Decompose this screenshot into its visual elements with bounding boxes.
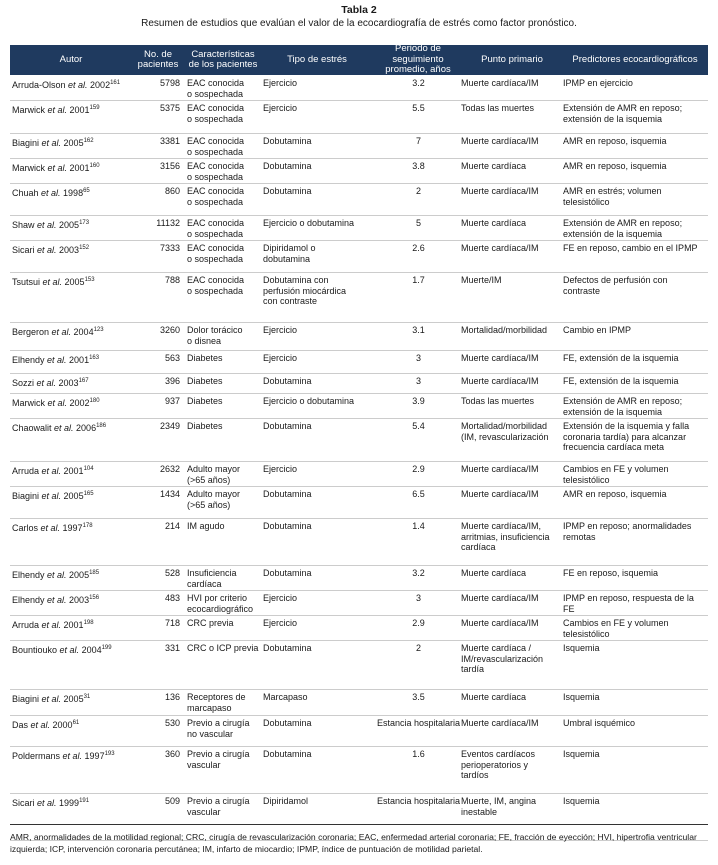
- footnote: AMR, anormalidades de la motilidad regional; CRC, cirugía de revascularización coronaria; EAC, enfermedad arterial coronaria; FE, fracción de eyección; HVI, hipertrofia ventricular izquierda; ICP, intervención coronaria percutánea; IM, infarto de miocardio; IPMP, índice de puntuación de motilidad parietal.: [10, 832, 697, 854]
- reference-number: 186: [96, 423, 107, 429]
- cell-periodo: 3: [415, 376, 421, 386]
- cell-pacientes: 528: [164, 568, 180, 578]
- table-row: [10, 373, 708, 394]
- reference-number: 162: [83, 138, 94, 144]
- cell-punto-primario: Todas las muertes: [461, 103, 535, 113]
- cell-predictores: AMR en reposo, isquemia: [563, 489, 667, 499]
- cell-predictores: Isquemia: [563, 796, 600, 806]
- cell-punto-primario: Muerte cardíaca/IM: [461, 186, 539, 196]
- header-pacientes: No. de pacientes: [137, 48, 179, 70]
- cell-autor: Arruda et al. 2001$^{104}$: [12, 466, 94, 476]
- cell-periodo: 2.6: [412, 243, 425, 253]
- cell-predictores: Isquemia: [563, 643, 600, 653]
- cell-pacientes: 3381: [159, 136, 180, 146]
- cell-punto-primario: Muerte cardíaca/IM: [461, 718, 539, 728]
- cell-caracteristicas: Diabetes: [187, 376, 223, 386]
- cell-periodo: 5.5: [412, 103, 425, 113]
- cell-tipo-estres: Ejercicio: [263, 78, 298, 88]
- cell-caracteristicas: Diabetes: [187, 396, 223, 406]
- cell-predictores: IPMP en reposo; anormalidades remotas: [563, 521, 692, 542]
- cell-pacientes: 360: [164, 749, 180, 759]
- table-row: [10, 486, 708, 519]
- table-subtitle: Resumen de estudios que evalúan el valor de la ecocardiografía de estrés como factor pronóstico.: [141, 18, 577, 29]
- cell-predictores: Extensión de AMR en reposo; extensión de la isquemia: [563, 396, 683, 417]
- cell-tipo-estres: Marcapaso: [263, 692, 308, 702]
- cell-pacientes: 2349: [159, 421, 180, 431]
- table-row: [10, 322, 708, 351]
- cell-autor: Arruda et al. 2001$^{198}$: [12, 620, 94, 630]
- table-row: [10, 183, 708, 216]
- cell-autor: Elhendy et al. 2001$^{163}$: [12, 355, 100, 365]
- header-tipo: Tipo de estrés: [287, 53, 347, 65]
- cell-periodo: 3.8: [412, 161, 425, 171]
- cell-predictores: FE, extensión de la isquemia: [563, 353, 679, 363]
- cell-periodo: 1.7: [412, 275, 425, 285]
- cell-autor: Marwick et al. 2002$^{180}$: [12, 398, 100, 408]
- table-row: [10, 158, 708, 184]
- cell-periodo: Estancia hospitalaria: [376, 796, 461, 806]
- cell-tipo-estres: Ejercicio o dobutamina: [263, 396, 355, 406]
- cell-predictores: Umbral isquémico: [563, 718, 636, 728]
- table-header: [10, 45, 708, 75]
- cell-tipo-estres: Ejercicio: [263, 618, 298, 628]
- table-row: [10, 590, 708, 616]
- cell-tipo-estres: Dobutamina: [263, 643, 312, 653]
- header-predictores: Predictores ecocardiográficos: [572, 53, 698, 65]
- table-row: [10, 461, 708, 487]
- reference-number: 167: [78, 378, 89, 384]
- cell-tipo-estres: Dobutamina con perfusión miocárdica con contraste: [263, 275, 347, 307]
- cell-tipo-estres: Dobutamina: [263, 718, 312, 728]
- cell-punto-primario: Muerte cardíaca/IM: [461, 243, 539, 253]
- cell-caracteristicas: Previo a cirugía no vascular: [187, 718, 250, 739]
- header-periodo: Periodo de seguimiento promedio, años: [385, 43, 451, 76]
- cell-pacientes: 5375: [159, 103, 180, 113]
- reference-number: 159: [89, 105, 100, 111]
- cell-autor: Chuah et al. 1998$^{65}$: [12, 188, 90, 198]
- cell-predictores: AMR en estrés; volumen telesistólico: [563, 186, 662, 207]
- cell-tipo-estres: Ejercicio: [263, 325, 298, 335]
- cell-pacientes: 331: [164, 643, 180, 653]
- cell-punto-primario: Mortalidad/morbilidad: [461, 325, 548, 335]
- reference-number: 161: [110, 80, 121, 86]
- cell-tipo-estres: Ejercicio: [263, 353, 298, 363]
- cell-predictores: FE, extensión de la isquemia: [563, 376, 679, 386]
- cell-caracteristicas: Diabetes: [187, 421, 223, 431]
- cell-autor: Sicari et al. 1999$^{191}$: [12, 798, 90, 808]
- table-row: [10, 615, 708, 641]
- cell-punto-primario: Muerte cardíaca: [461, 161, 527, 171]
- cell-pacientes: 563: [164, 353, 180, 363]
- table-row: [10, 215, 708, 241]
- cell-caracteristicas: IM agudo: [187, 521, 225, 531]
- cell-predictores: IPMP en reposo, respuesta de la FE: [563, 593, 694, 614]
- cell-punto-primario: Muerte cardíaca/IM: [461, 464, 539, 474]
- cell-punto-primario: Eventos cardíacos perioperatorios y tardíos: [461, 749, 536, 781]
- cell-caracteristicas: EAC conocida o sospechada: [187, 243, 245, 264]
- cell-tipo-estres: Dobutamina: [263, 186, 312, 196]
- reference-number: 173: [79, 220, 90, 226]
- cell-periodo: 2.9: [412, 464, 425, 474]
- cell-punto-primario: Muerte/IM: [461, 275, 502, 285]
- cell-pacientes: 7333: [159, 243, 180, 253]
- cell-autor: Arruda-Olson et al. 2002$^{161}$: [12, 80, 121, 90]
- cell-tipo-estres: Dipiridamol: [263, 796, 309, 806]
- cell-tipo-estres: Dobutamina: [263, 161, 312, 171]
- reference-number: 156: [89, 595, 100, 601]
- cell-predictores: Cambio en IPMP: [563, 325, 632, 335]
- cell-pacientes: 937: [164, 396, 180, 406]
- cell-tipo-estres: Dobutamina: [263, 749, 312, 759]
- cell-periodo: 3: [415, 353, 421, 363]
- reference-number: 163: [89, 355, 100, 361]
- cell-pacientes: 860: [164, 186, 180, 196]
- cell-periodo: 6.5: [412, 489, 425, 499]
- cell-tipo-estres: Dobutamina: [263, 376, 312, 386]
- cell-periodo: 3.9: [412, 396, 425, 406]
- table-row: [10, 565, 708, 591]
- cell-caracteristicas: HVI por criterio ecocardiográfico: [187, 593, 254, 614]
- cell-punto-primario: Muerte cardíaca/IM: [461, 376, 539, 386]
- cell-predictores: Cambios en FE y volumen telesistólico: [563, 464, 669, 485]
- cell-periodo: 3.2: [412, 568, 425, 578]
- cell-periodo: 3: [415, 593, 421, 603]
- cell-punto-primario: Muerte cardíaca: [461, 692, 527, 702]
- cell-autor: Biagini et al. 2005$^{162}$: [12, 138, 94, 148]
- cell-tipo-estres: Ejercicio o dobutamina: [263, 218, 355, 228]
- cell-caracteristicas: Previo a cirugía vascular: [187, 749, 250, 770]
- cell-pacientes: 11132: [156, 218, 180, 228]
- cell-autor: Bergeron et al. 2004$^{123}$: [12, 327, 104, 337]
- cell-pacientes: 136: [164, 692, 180, 702]
- cell-caracteristicas: EAC conocida o sospechada: [187, 161, 245, 182]
- cell-autor: Das et al. 2000$^{61}$: [12, 720, 80, 730]
- reference-number: 193: [104, 751, 115, 757]
- cell-autor: Tsutsui et al. 2005$^{153}$: [12, 277, 95, 287]
- cell-tipo-estres: Dobutamina: [263, 421, 312, 431]
- cell-predictores: FE en reposo, cambio en el IPMP: [563, 243, 698, 253]
- reference-number: 199: [101, 645, 112, 651]
- cell-caracteristicas: Previo a cirugía vascular: [187, 796, 250, 817]
- cell-caracteristicas: CRC o ICP previa: [187, 643, 259, 653]
- cell-caracteristicas: EAC conocida o sospechada: [187, 78, 245, 99]
- cell-autor: Biagini et al. 2005$^{31}$: [12, 694, 91, 704]
- reference-number: 160: [89, 163, 100, 169]
- cell-tipo-estres: Ejercicio: [263, 593, 298, 603]
- reference-number: 191: [79, 798, 90, 804]
- reference-number: 180: [89, 398, 100, 404]
- cell-pacientes: 214: [164, 521, 180, 531]
- cell-punto-primario: Todas las muertes: [461, 396, 535, 406]
- cell-periodo: 3.5: [412, 692, 425, 702]
- header-caracteristicas: Características de los pacientes: [188, 48, 258, 70]
- cell-autor: Bountiouko et al. 2004$^{199}$: [12, 645, 112, 655]
- cell-pacientes: 718: [164, 618, 180, 628]
- reference-number: 198: [83, 620, 94, 626]
- cell-predictores: Isquemia: [563, 692, 600, 702]
- reference-number: 61: [72, 720, 80, 726]
- cell-punto-primario: Muerte cardíaca/IM: [461, 489, 539, 499]
- cell-caracteristicas: EAC conocida o sospechada: [187, 103, 245, 124]
- cell-caracteristicas: EAC conocida o sospechada: [187, 136, 245, 157]
- cell-punto-primario: Muerte cardíaca / IM/revascularización tardía: [461, 643, 544, 675]
- cell-pacientes: 1434: [159, 489, 180, 499]
- table-row: [10, 689, 708, 716]
- reference-number: 153: [84, 277, 95, 283]
- table-row: [10, 746, 708, 794]
- reference-number: 152: [79, 245, 90, 251]
- cell-caracteristicas: Receptores de marcapaso: [187, 692, 246, 713]
- cell-predictores: IPMP en ejercicio: [563, 78, 633, 88]
- cell-predictores: AMR en reposo, isquemia: [563, 136, 667, 146]
- cell-punto-primario: Muerte, IM, angina inestable: [461, 796, 537, 817]
- cell-tipo-estres: Dobutamina: [263, 568, 312, 578]
- cell-caracteristicas: Insuficiencia cardíaca: [187, 568, 237, 589]
- cell-periodo: 3.1: [412, 325, 425, 335]
- table-row: [10, 640, 708, 690]
- cell-caracteristicas: EAC conocida o sospechada: [187, 218, 245, 239]
- cell-autor: Carlos et al. 1997$^{178}$: [12, 523, 93, 533]
- cell-punto-primario: Muerte cardíaca/IM: [461, 593, 539, 603]
- cell-periodo: 5: [415, 218, 421, 228]
- cell-pacientes: 483: [164, 593, 180, 603]
- cell-punto-primario: Muerte cardíaca/IM: [461, 618, 539, 628]
- cell-predictores: FE en reposo, isquemia: [563, 568, 659, 578]
- cell-punto-primario: Muerte cardíaca/IM: [461, 78, 539, 88]
- cell-predictores: Extensión de la isquemia y falla coronaria tardía) para alcanzar frecuencia cardíaca meta: [563, 421, 690, 453]
- cell-periodo: 1.6: [412, 749, 425, 759]
- cell-pacientes: 396: [164, 376, 180, 386]
- table-row: [10, 715, 708, 747]
- table-row: [10, 75, 708, 101]
- cell-autor: Biagini et al. 2005$^{165}$: [12, 491, 94, 501]
- cell-autor: Shaw et al. 2005$^{173}$: [12, 220, 90, 230]
- cell-autor: Chaowalit et al. 2006$^{186}$: [12, 423, 107, 433]
- table-title: Tabla 2: [341, 4, 377, 16]
- cell-pacientes: 5798: [159, 78, 180, 88]
- reference-number: 31: [83, 694, 91, 700]
- table-row: [10, 350, 708, 374]
- cell-caracteristicas: Adulto mayor (>65 años): [187, 489, 241, 510]
- cell-punto-primario: Muerte cardíaca/IM: [461, 353, 539, 363]
- reference-number: 185: [89, 570, 100, 576]
- cell-tipo-estres: Dobutamina: [263, 136, 312, 146]
- cell-autor: Sicari et al. 2003$^{152}$: [12, 245, 90, 255]
- cell-tipo-estres: Dobutamina: [263, 521, 312, 531]
- header-punto: Punto primario: [481, 53, 543, 65]
- cell-autor: Elhendy et al. 2003$^{156}$: [12, 595, 100, 605]
- cell-pacientes: 509: [164, 796, 180, 806]
- table-row: [10, 100, 708, 134]
- cell-tipo-estres: Dobutamina: [263, 489, 312, 499]
- cell-tipo-estres: Dipiridamol o dobutamina: [263, 243, 316, 264]
- cell-caracteristicas: Diabetes: [187, 353, 223, 363]
- cell-pacientes: 3260: [159, 325, 180, 335]
- cell-predictores: AMR en reposo, isquemia: [563, 161, 667, 171]
- reference-number: 123: [93, 327, 104, 333]
- reference-number: 65: [83, 188, 90, 194]
- cell-periodo: 3.2: [412, 78, 425, 88]
- cell-autor: Elhendy et al. 2005$^{185}$: [12, 570, 100, 580]
- cell-periodo: 5.4: [412, 421, 425, 431]
- table-row: [10, 518, 708, 566]
- cell-punto-primario: Muerte cardíaca: [461, 568, 527, 578]
- cell-autor: Marwick et al. 2001$^{159}$: [12, 105, 100, 115]
- cell-periodo: Estancia hospitalaria: [376, 718, 461, 728]
- table-row: [10, 133, 708, 159]
- cell-pacientes: 2632: [159, 464, 180, 474]
- cell-periodo: 7: [415, 136, 421, 146]
- table-row: [10, 272, 708, 323]
- cell-predictores: Extensión de AMR en reposo; extensión de la isquemia: [563, 218, 683, 239]
- cell-punto-primario: Muerte cardíaca/IM: [461, 136, 539, 146]
- cell-autor: Sozzi et al. 2003$^{167}$: [12, 378, 89, 388]
- cell-autor: Marwick et al. 2001$^{160}$: [12, 163, 100, 173]
- reference-number: 104: [83, 466, 94, 472]
- cell-periodo: 2.9: [412, 618, 425, 628]
- cell-periodo: 2: [415, 643, 421, 653]
- table-row: [10, 240, 708, 273]
- reference-number: 178: [82, 523, 93, 529]
- cell-predictores: Extensión de AMR en reposo; extensión de la isquemia: [563, 103, 683, 124]
- cell-caracteristicas: Adulto mayor (>65 años): [187, 464, 241, 485]
- cell-tipo-estres: Ejercicio: [263, 103, 298, 113]
- cell-autor: Poldermans et al. 1997$^{193}$: [12, 751, 115, 761]
- reference-number: 165: [83, 491, 94, 497]
- cell-punto-primario: Muerte cardíaca/IM, arritmias, insuficiencia cardíaca: [461, 521, 550, 553]
- cell-punto-primario: Mortalidad/morbilidad (IM, revascularización: [461, 421, 549, 442]
- cell-caracteristicas: CRC previa: [187, 618, 234, 628]
- table-row: [10, 418, 708, 462]
- cell-pacientes: 3156: [159, 161, 180, 171]
- cell-caracteristicas: EAC conocida o sospechada: [187, 186, 245, 207]
- footnote-divider: [10, 824, 708, 825]
- cell-predictores: Isquemia: [563, 749, 600, 759]
- table-row: [10, 393, 708, 419]
- cell-predictores: Defectos de perfusión con contraste: [563, 275, 668, 296]
- cell-predictores: Cambios en FE y volumen telesistólico: [563, 618, 669, 639]
- cell-periodo: 2: [415, 186, 421, 196]
- cell-caracteristicas: EAC conocida o sospechada: [187, 275, 245, 296]
- cell-pacientes: 530: [164, 718, 180, 728]
- cell-punto-primario: Muerte cardíaca: [461, 218, 527, 228]
- cell-pacientes: 788: [164, 275, 180, 285]
- cell-periodo: 1.4: [412, 521, 425, 531]
- cell-tipo-estres: Ejercicio: [263, 464, 298, 474]
- cell-caracteristicas: Dolor torácico o disnea: [187, 325, 243, 346]
- header-autor: Autor: [59, 53, 83, 65]
